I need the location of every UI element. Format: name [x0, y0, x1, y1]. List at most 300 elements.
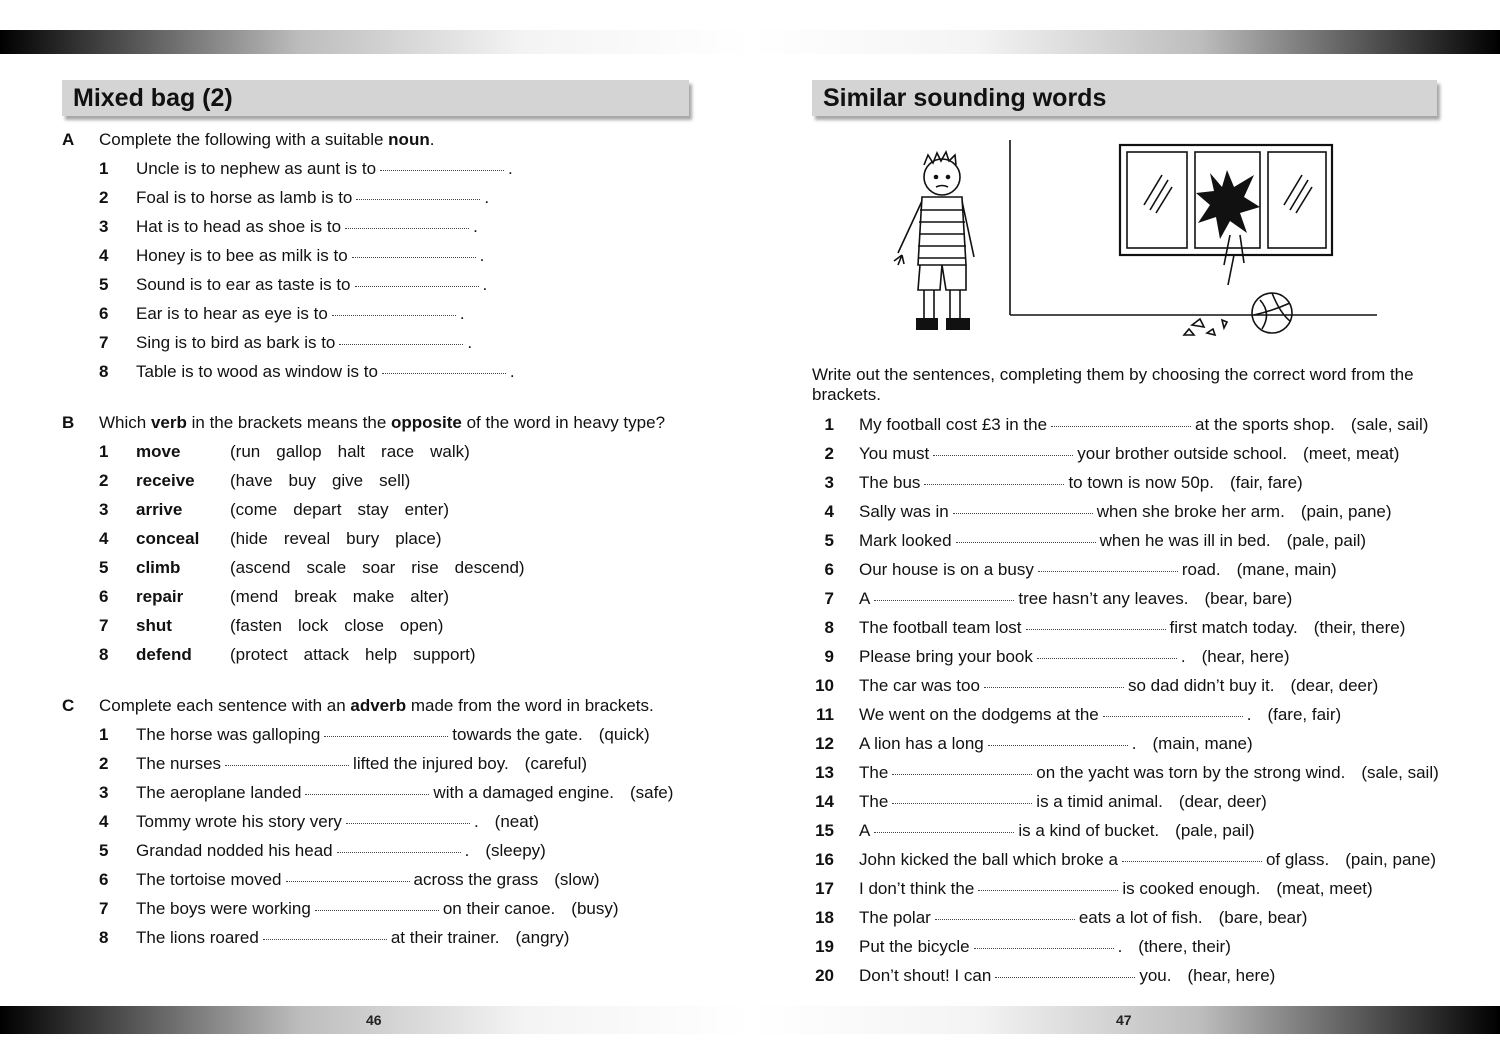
list-item: [812, 787, 1452, 816]
item-text: [136, 640, 492, 669]
option-word: gallop: [276, 442, 322, 461]
sentence-end: is a timid animal.: [1036, 792, 1163, 811]
right-page: [812, 80, 1442, 985]
section-instruction: Complete the following with a suitable noun.: [99, 130, 435, 149]
item-number: 5: [99, 841, 109, 860]
bracket-hint: (angry): [515, 928, 570, 947]
item-number: 14: [815, 792, 834, 811]
bracket-hint: (pain, pane): [1300, 502, 1392, 521]
item-text: [136, 720, 650, 749]
bracket-hint: (hear, here): [1187, 966, 1276, 985]
item-text: [136, 749, 587, 778]
bracket-hint: (meat, meet): [1276, 879, 1373, 898]
option-word: lock: [297, 616, 329, 635]
option-word: sell): [379, 471, 411, 490]
sentence-start: Grandad nodded his head: [136, 841, 333, 860]
item-number: 6: [824, 560, 834, 579]
item-number: 20: [815, 966, 834, 985]
item-number: 4: [99, 529, 109, 548]
item-text: Ear is to hear as eye is to .: [136, 304, 465, 323]
section-letter: C: [62, 696, 75, 715]
item-number: 3: [824, 473, 834, 492]
answer-blank[interactable]: [933, 454, 1073, 456]
item-number: 7: [99, 333, 109, 352]
sentence-end: at the sports shop.: [1195, 415, 1335, 434]
answer-blank[interactable]: [1026, 628, 1166, 630]
option-word: halt: [337, 442, 366, 461]
item-number: 18: [815, 908, 834, 927]
bracket-hint: (busy): [571, 899, 619, 918]
item-text: [136, 437, 486, 466]
item-text: [859, 555, 1337, 584]
list-item: [812, 729, 1452, 758]
item-number: 8: [824, 618, 834, 637]
list-item: [62, 836, 702, 865]
sentence-end: you.: [1139, 966, 1172, 985]
list-item: [812, 439, 1452, 468]
section-c: [62, 691, 702, 952]
list-item: [62, 923, 702, 952]
item-number: 2: [99, 471, 109, 490]
sentence-end: with a damaged engine.: [433, 783, 614, 802]
list-item: [62, 328, 702, 357]
list-item: [812, 497, 1452, 526]
section-letter: B: [62, 413, 75, 432]
page-title: Similar sounding words: [812, 80, 1437, 116]
option-word: (have: [230, 471, 273, 490]
bracket-hint: (main, mane): [1152, 734, 1253, 753]
item-number: 7: [99, 616, 109, 635]
list-item: [812, 845, 1452, 874]
list-item: [812, 410, 1452, 439]
item-number: 5: [99, 275, 109, 294]
option-word: make: [352, 587, 395, 606]
sentence-start: Sally was in: [859, 502, 949, 521]
item-number: 12: [815, 734, 834, 753]
item-number: 13: [815, 763, 834, 782]
sentence-start: Please bring your book: [859, 647, 1033, 666]
sentence-end: when he was ill in bed.: [1099, 531, 1271, 550]
item-prompt: Hat is to head as shoe is to: [136, 217, 342, 236]
item-text: [859, 758, 1439, 787]
left-page: [62, 80, 692, 947]
sentence-start: The lions roared: [136, 928, 259, 947]
bracket-hint: (meet, meat): [1303, 444, 1400, 463]
answer-blank[interactable]: [337, 851, 461, 853]
item-number: 6: [99, 304, 109, 323]
answer-blank[interactable]: [984, 686, 1124, 688]
item-number: 9: [824, 647, 834, 666]
item-text: [859, 729, 1253, 758]
sentence-start: Mark looked: [859, 531, 952, 550]
list-item: [62, 807, 702, 836]
sentence-start: You must: [859, 444, 930, 463]
bold-word: conceal: [136, 529, 200, 548]
item-number: 3: [99, 217, 109, 236]
answer-blank[interactable]: [332, 314, 456, 316]
list-item: [812, 758, 1452, 787]
answer-blank[interactable]: [1038, 570, 1178, 572]
answer-blank[interactable]: [988, 744, 1128, 746]
sentence-start: My football cost £3 in the: [859, 415, 1048, 434]
answer-blank[interactable]: [355, 285, 479, 287]
list-item: [812, 584, 1452, 613]
answer-blank[interactable]: [346, 822, 470, 824]
bracket-hint: (fair, fare): [1229, 473, 1303, 492]
answer-blank[interactable]: [995, 976, 1135, 978]
sentence-start: I don’t think the: [859, 879, 975, 898]
bracket-hint: (their, there): [1313, 618, 1406, 637]
item-text: [136, 553, 541, 582]
item-text: [136, 495, 465, 524]
option-word: close: [344, 616, 384, 635]
item-number: 16: [815, 850, 834, 869]
item-text: [859, 787, 1267, 816]
sentence-end: on their canoe.: [442, 899, 556, 918]
sentence-start: The tortoise moved: [136, 870, 282, 889]
option-word: (run: [230, 442, 261, 461]
item-text: Sound is to ear as taste is to .: [136, 275, 488, 294]
item-number: 17: [815, 879, 834, 898]
item-text: [859, 439, 1399, 468]
bold-word: shut: [136, 616, 172, 635]
bracket-hint: (neat): [494, 812, 540, 831]
option-word: descend): [454, 558, 525, 577]
item-text: [136, 466, 426, 495]
item-number: 6: [99, 587, 109, 606]
sentence-end: across the grass: [413, 870, 539, 889]
list-item: [62, 749, 702, 778]
list-item: [62, 299, 702, 328]
answer-blank[interactable]: [935, 918, 1075, 920]
sentence-end: .: [464, 841, 470, 860]
sentence-start: Tommy wrote his story very: [136, 812, 342, 831]
item-number: 3: [99, 500, 109, 519]
sentence-start: Our house is on a busy: [859, 560, 1034, 579]
sentence-start: The: [859, 792, 889, 811]
list-item: [812, 816, 1452, 845]
bracket-hint: (pain, pane): [1345, 850, 1436, 869]
item-number: 5: [99, 558, 109, 577]
sentence-end: so dad didn’t buy it.: [1127, 676, 1275, 695]
item-number: 8: [99, 362, 109, 381]
sentence-start: We went on the dodgems at the: [859, 705, 1099, 724]
bracket-hint: (sleepy): [485, 841, 546, 860]
sentence-start: Put the bicycle: [859, 937, 970, 956]
sentence-end: of glass.: [1265, 850, 1330, 869]
item-text: Honey is to bee as milk is to .: [136, 246, 485, 265]
bracket-hint: (mane, main): [1236, 560, 1337, 579]
bracket-hint: (quick): [598, 725, 650, 744]
bracket-hint: (safe): [629, 783, 674, 802]
sentence-end: eats a lot of fish.: [1078, 908, 1203, 927]
bracket-hint: (sale, sail): [1350, 415, 1429, 434]
item-text: [136, 611, 459, 640]
option-word: break: [294, 587, 337, 606]
sentence-end: road.: [1181, 560, 1221, 579]
sentence-start: The nurses: [136, 754, 222, 773]
item-number: 2: [824, 444, 834, 463]
list-item: [62, 894, 702, 923]
sentence-end: .: [473, 812, 479, 831]
sentence-end: your brother outside school.: [1077, 444, 1288, 463]
list-item: [62, 611, 702, 640]
item-number: 2: [99, 188, 109, 207]
sentence-start: The boys were working: [136, 899, 311, 918]
sentence-end: first match today.: [1169, 618, 1298, 637]
item-text: [859, 642, 1290, 671]
list-item: [62, 357, 702, 386]
sentence-start: The aeroplane landed: [136, 783, 302, 802]
answer-blank[interactable]: [874, 831, 1014, 833]
sentence-end: .: [1131, 734, 1137, 753]
bracket-hint: (pale, pail): [1175, 821, 1255, 840]
bracket-hint: (pale, pail): [1286, 531, 1367, 550]
answer-blank[interactable]: [1122, 860, 1262, 862]
item-number: 7: [99, 899, 109, 918]
list-item: [62, 524, 702, 553]
list-item: [812, 642, 1452, 671]
item-number: 2: [99, 754, 109, 773]
sentence-end: towards the gate.: [452, 725, 583, 744]
item-prompt: Ear is to hear as eye is to: [136, 304, 328, 323]
list-item: [62, 437, 702, 466]
sentence-start: A: [859, 821, 871, 840]
option-word: support): [413, 645, 476, 664]
answer-blank[interactable]: [380, 169, 504, 171]
answer-blank[interactable]: [974, 947, 1114, 949]
list-item: [62, 466, 702, 495]
answer-blank[interactable]: [305, 793, 429, 795]
list-item: [62, 241, 702, 270]
section-letter: A: [62, 130, 75, 149]
item-text: [859, 497, 1392, 526]
list-item: [62, 154, 702, 183]
answer-blank[interactable]: [356, 198, 480, 200]
sentence-start: A: [859, 589, 871, 608]
list-item: [812, 700, 1452, 729]
answer-blank[interactable]: [339, 343, 463, 345]
item-number: 11: [816, 705, 834, 724]
left-page-number: 46: [366, 1012, 382, 1028]
list-item: [812, 468, 1452, 497]
item-text: [859, 613, 1405, 642]
option-word: place): [395, 529, 442, 548]
item-text: [859, 671, 1378, 700]
item-prompt: Table is to wood as window is to: [136, 362, 378, 381]
sentence-start: A lion has a long: [859, 734, 984, 753]
option-word: (fasten: [230, 616, 282, 635]
option-word: (protect: [230, 645, 288, 664]
answer-blank[interactable]: [286, 880, 410, 882]
list-item: [62, 582, 702, 611]
answer-blank[interactable]: [263, 938, 387, 940]
item-text: [859, 845, 1436, 874]
list-item: [62, 865, 702, 894]
top-decorative-bar: [0, 30, 1500, 54]
sentence-start: The bus: [859, 473, 921, 492]
section-instruction: Complete each sentence with an adverb made from the word in brackets.: [99, 696, 654, 715]
bold-word: move: [136, 442, 181, 461]
item-number: 4: [824, 502, 834, 521]
item-number: 15: [815, 821, 834, 840]
item-text: Hat is to head as shoe is to .: [136, 217, 478, 236]
list-item: [62, 270, 702, 299]
sentence-start: The polar: [859, 908, 931, 927]
item-prompt: Sing is to bird as bark is to: [136, 333, 336, 352]
item-text: [859, 700, 1341, 729]
item-text: [859, 468, 1303, 497]
item-text: Foal is to horse as lamb is to .: [136, 188, 490, 207]
sentence-end: is a kind of bucket.: [1018, 821, 1160, 840]
item-text: [859, 584, 1292, 613]
option-word: (come: [230, 500, 278, 519]
bold-word: climb: [136, 558, 181, 577]
answer-blank[interactable]: [382, 372, 506, 374]
page-title: Mixed bag (2): [62, 80, 689, 116]
list-item: [62, 778, 702, 807]
option-word: depart: [293, 500, 342, 519]
item-number: 5: [824, 531, 834, 550]
list-item: [62, 495, 702, 524]
bracket-hint: (careful): [524, 754, 588, 773]
item-number: 1: [99, 725, 109, 744]
bracket-hint: (there, their): [1138, 937, 1231, 956]
answer-blank[interactable]: [1037, 657, 1177, 659]
item-number: 6: [99, 870, 109, 889]
answer-blank[interactable]: [953, 512, 1093, 514]
item-number: 10: [815, 676, 834, 695]
option-word: soar: [362, 558, 396, 577]
sentence-end: on the yacht was torn by the strong wind.: [1036, 763, 1346, 782]
answer-blank[interactable]: [1103, 715, 1243, 717]
answer-blank[interactable]: [1051, 425, 1191, 427]
answer-blank[interactable]: [956, 541, 1096, 543]
sentence-end: when she broke her arm.: [1096, 502, 1285, 521]
item-text: Table is to wood as window is to .: [136, 362, 515, 381]
option-word: enter): [404, 500, 450, 519]
item-text: Sing is to bird as bark is to .: [136, 333, 473, 352]
option-word: stay: [357, 500, 389, 519]
answer-blank[interactable]: [874, 599, 1014, 601]
item-text: [859, 932, 1231, 961]
answer-blank[interactable]: [324, 735, 448, 737]
item-text: Uncle is to nephew as aunt is to .: [136, 159, 513, 178]
sentence-end: lifted the injured boy.: [353, 754, 509, 773]
item-number: 19: [815, 937, 834, 956]
item-text: [136, 836, 546, 865]
answer-blank[interactable]: [225, 764, 349, 766]
boy-broken-window-illustration: [862, 135, 1392, 345]
sentence-start: The football team lost: [859, 618, 1022, 637]
list-item: [62, 212, 702, 241]
sentence-end: to town is now 50p.: [1068, 473, 1214, 492]
option-word: open): [399, 616, 444, 635]
item-text: [136, 778, 673, 807]
list-item: [812, 555, 1452, 584]
list-item: [812, 613, 1452, 642]
item-number: 4: [99, 812, 109, 831]
section-c-header: [62, 691, 702, 720]
item-number: 8: [99, 645, 109, 664]
bold-word: arrive: [136, 500, 183, 519]
sentence-end: is cooked enough.: [1122, 879, 1261, 898]
item-text: [136, 807, 539, 836]
item-text: [136, 894, 619, 923]
answer-blank[interactable]: [892, 802, 1032, 804]
item-prompt: Sound is to ear as taste is to: [136, 275, 351, 294]
sentence-start: John kicked the ball which broke a: [859, 850, 1118, 869]
right-page-number: 47: [1116, 1012, 1132, 1028]
item-number: 7: [824, 589, 834, 608]
section-a-header: [62, 125, 702, 154]
option-word: buy: [288, 471, 316, 490]
bracket-hint: (fare, fair): [1267, 705, 1342, 724]
item-number: 3: [99, 783, 109, 802]
list-item: [812, 874, 1452, 903]
option-word: race: [381, 442, 415, 461]
item-text: [859, 961, 1275, 990]
item-prompt: Foal is to horse as lamb is to: [136, 188, 353, 207]
item-prompt: Uncle is to nephew as aunt is to: [136, 159, 377, 178]
option-word: (mend: [230, 587, 279, 606]
sentence-end: .: [1117, 937, 1123, 956]
option-word: attack: [303, 645, 349, 664]
answer-blank[interactable]: [345, 227, 469, 229]
list-item: [62, 640, 702, 669]
item-text: [136, 524, 458, 553]
list-item: [812, 671, 1452, 700]
option-word: alter): [410, 587, 450, 606]
sentence-end: tree hasn’t any leaves.: [1018, 589, 1189, 608]
item-number: 1: [99, 442, 109, 461]
item-text: [136, 582, 465, 611]
bracket-hint: (dear, deer): [1178, 792, 1267, 811]
section-b: [62, 408, 702, 669]
bottom-decorative-bar: [0, 1006, 1500, 1034]
exercise-instruction: Write out the sentences, completing them by choosing the correct word from the brackets.: [812, 365, 1414, 404]
item-text: [136, 923, 569, 952]
item-text: [859, 526, 1366, 555]
item-text: [859, 816, 1255, 845]
answer-blank[interactable]: [978, 889, 1118, 891]
bold-word: defend: [136, 645, 192, 664]
option-word: rise: [411, 558, 439, 577]
item-text: [859, 410, 1428, 439]
bracket-hint: (dear, deer): [1290, 676, 1379, 695]
item-number: 8: [99, 928, 109, 947]
item-number: 1: [99, 159, 109, 178]
option-word: (ascend: [230, 558, 291, 577]
list-item: [62, 183, 702, 212]
section-a: [62, 125, 702, 386]
option-word: scale: [306, 558, 347, 577]
answer-blank[interactable]: [315, 909, 439, 911]
sentence-start: Don’t shout! I can: [859, 966, 992, 985]
answer-blank[interactable]: [352, 256, 476, 258]
option-word: help: [365, 645, 398, 664]
bracket-hint: (bare, bear): [1218, 908, 1308, 927]
answer-blank[interactable]: [892, 773, 1032, 775]
list-item: [62, 720, 702, 749]
answer-blank[interactable]: [924, 483, 1064, 485]
list-item: [812, 961, 1452, 990]
option-word: bury: [346, 529, 380, 548]
option-word: reveal: [283, 529, 331, 548]
bold-word: receive: [136, 471, 195, 490]
list-item: [812, 903, 1452, 932]
sentence-end: .: [1246, 705, 1252, 724]
